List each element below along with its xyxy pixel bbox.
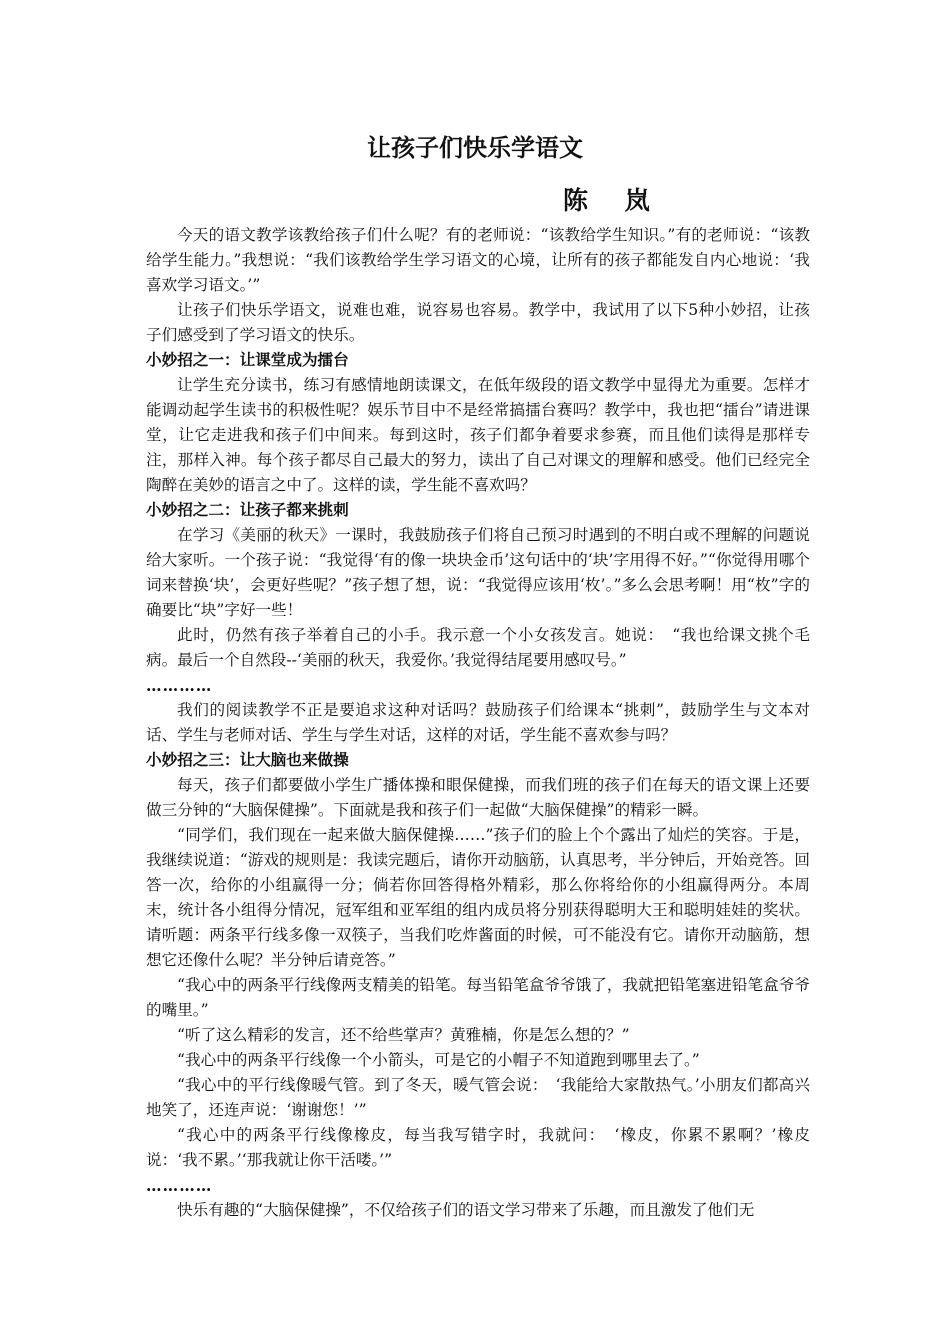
ellipsis-line: ………… [146, 1176, 213, 1195]
paragraph: “我心中的两条平行线像两支精美的铅笔。每当铅笔盒爷爷饿了，我就把铅笔塞进铅笔盒爷爷的嘴里。” [146, 976, 810, 1019]
section-heading: 小妙招之二：让孩子都来挑刺 [146, 501, 349, 519]
paragraph: “我心中的平行线像暖气管。到了冬天，暖气管会说： ‘我能给大家散热气。’小朋友们都高兴地笑了，还连声说：‘谢谢您！’” [146, 1076, 810, 1119]
section-heading: 小妙招之一：让课堂成为擂台 [146, 351, 349, 369]
paragraph: 每天，孩子们都要做小学生广播体操和眼保健操，而我们班的孩子们在每天的语文课上还要做三分钟的“大脑保健操”。下面就是我和孩子们一起做“大脑保健操”的精彩一瞬。 [146, 776, 810, 819]
section-heading: 小妙招之三：让大脑也来做操 [146, 751, 349, 769]
paragraph: 让孩子们快乐学语文，说难也难，说容易也容易。教学中，我试用了以下5种小妙招，让孩子们感受到了学习语文的快乐。 [146, 301, 810, 344]
paragraph: 让学生充分读书，练习有感情地朗读课文，在低年级段的语文教学中显得尤为重要。怎样才能调动起学生读书的积极性呢？娱乐节目中不是经常搞擂台赛吗？教学中，我也把“擂台”请进课堂，让它走进我和孩子们中间来。每到这时，孩子们都争着要求参赛，而且他们读得是那样专注，那样入神。每个孩子都尽自己最大的努力，读出了自己对课文的理解和感受。他们已经完全陶醉在美妙的语言之中了。这样的读，学生能不喜欢吗？ [146, 376, 810, 494]
ellipsis-line: ………… [146, 676, 213, 695]
paragraph: 快乐有趣的“大脑保健操”，不仅给孩子们的语文学习带来了乐趣，而且激发了他们无 [177, 1201, 755, 1219]
author-name: 陈 岚 [563, 186, 664, 215]
document-body [146, 223, 810, 1223]
paragraph: 在学习《美丽的秋天》一课时，我鼓励孩子们将自己预习时遇到的不明白或不理解的问题说给大家听。一个孩子说：“我觉得‘有的像一块块金币’这句话中的‘块’字用得不好。”“你觉得用哪个词来替换‘块’，会更好些呢？”孩子想了想，说：“我觉得应该用‘枚’。”多么会思考啊！用“枚”字的确要比“块”字好一些！ [146, 526, 810, 619]
paragraph: 此时，仍然有孩子举着自己的小手。我示意一个小女孩发言。她说： “我也给课文挑个毛病。最后一个自然段--‘美丽的秋天，我爱你。’我觉得结尾要用感叹号。” [146, 626, 810, 669]
paragraph: “我心中的两条平行线像橡皮，每当我写错字时，我就问： ‘橡皮，你累不累啊？’橡皮说：‘我不累。’‘那我就让你干活喽。’” [146, 1126, 810, 1169]
paragraph: “同学们，我们现在一起来做大脑保健操……”孩子们的脸上个个露出了灿烂的笑容。于是，我继续说道：“游戏的规则是：我读完题后，请你开动脑筋，认真思考，半分钟后，开始竞答。回答一次，给你的小组赢得一分；倘若你回答得格外精彩，那么你将给你的小组赢得两分。本周末，统计各小组得分情况，冠军组和亚军组的组内成员将分别获得聪明大王和聪明娃娃的奖状。请听题：两条平行线多像一双筷子，当我们吃炸酱面的时候，可不能没有它。请你开动脑筋，想想它还像什么呢？半分钟后请竞答。” [146, 826, 810, 969]
paragraph: “听了这么精彩的发言，还不给些掌声？黄雅楠，你是怎么想的？” [177, 1026, 630, 1044]
document-title: 让孩子们快乐学语文 [367, 134, 583, 162]
paragraph: 我们的阅读教学不正是要追求这种对话吗？鼓励孩子们给课本“挑刺”，鼓励学生与文本对话、学生与老师对话、学生与学生对话，这样的对话，学生能不喜欢参与吗？ [146, 701, 810, 744]
paragraph: 今天的语文教学该教给孩子们什么呢？有的老师说：“该教给学生知识。”有的老师说：“该教给学生能力。”我想说：“我们该教给学生学习语文的心境，让所有的孩子都能发自内心地说：‘我喜欢学习语文。’” [146, 226, 810, 294]
paragraph: “我心中的两条平行线像一个小箭头，可是它的小帽子不知道跑到哪里去了。” [177, 1051, 700, 1069]
